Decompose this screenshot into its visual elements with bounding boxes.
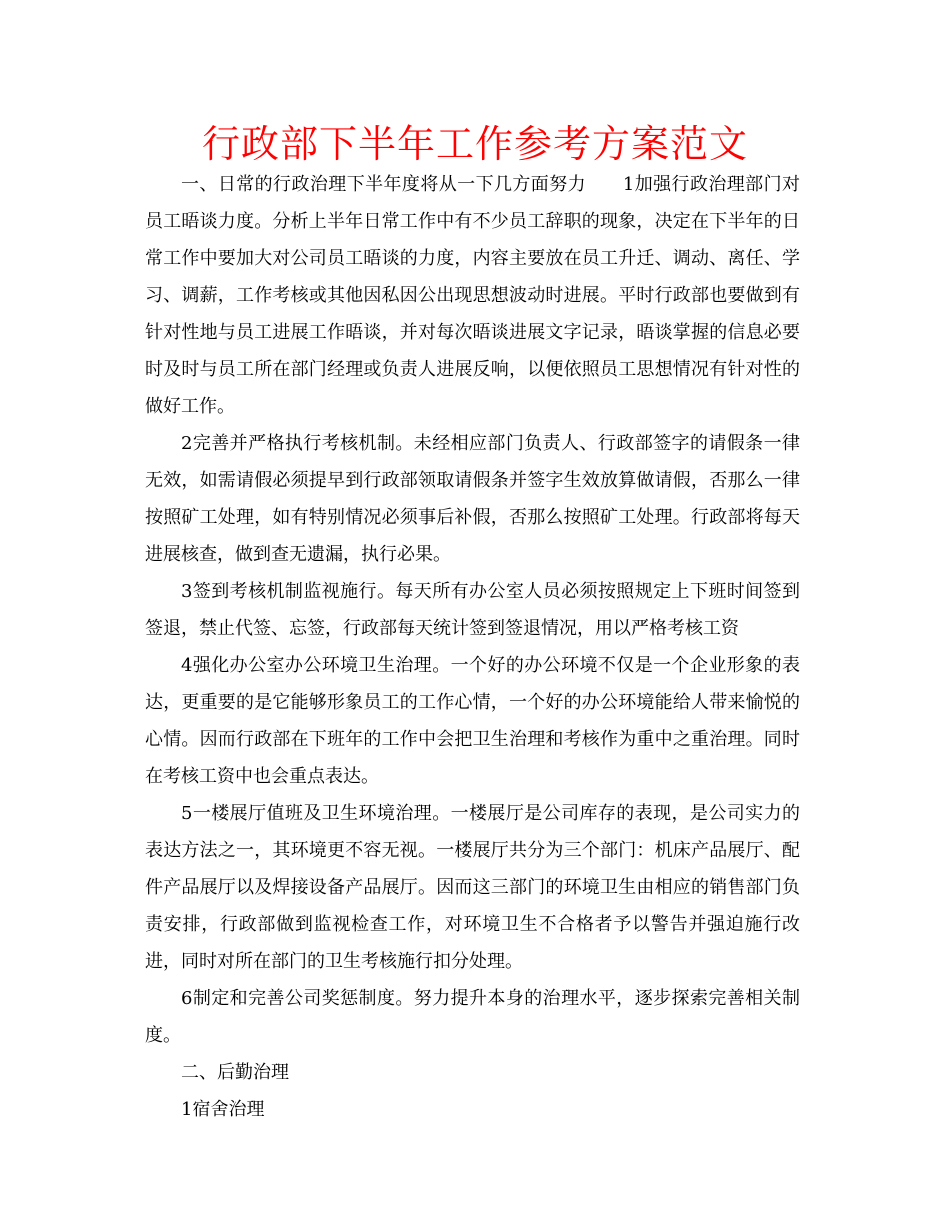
subsection-heading: 1宿舍治理 xyxy=(181,1099,265,1120)
paragraph: 一、日常的行政治理下半年度将从一下几方面努力 1加强行政治理部门对员工晤谈力度。分析上半年日常工作中有不少员工辞职的现象，决定在下半年的日常工作中要加大对公司员工晤谈的力度，内容主要放在员工升迁、调动、离任、学习、调薪，工作考核或其他因私因公出现思想波动时进展。平时行政部也要做到有针对性地与员工进展工作晤谈，并对每次晤谈进展文字记录，晤谈掌握的信息必要时及时与员工所在部门经理或负责人进展反响，以便依照员工思想情况有针对性的做好工作。 xyxy=(145,174,800,417)
paragraph: 2完善并严格执行考核机制。未经相应部门负责人、行政部签字的请假条一律无效，如需请假必须提早到行政部领取请假条并签字生效放算做请假，否那么一律按照矿工处理，如有特别情况必须事后补假，否那么按照矿工处理。行政部将每天进展核查，做到查无遗漏，执行必果。 xyxy=(145,433,800,565)
paragraph: 6制定和完善公司奖惩制度。努力提升本身的治理水平，逐步探索完善相关制度。 xyxy=(145,988,800,1046)
paragraph: 4强化办公室办公环境卫生治理。一个好的办公环境不仅是一个企业形象的表达，更重要的是它能够形象员工的工作心情，一个好的办公环境能给人带来愉悦的心情。因而行政部在下班年的工作中会把卫生治理和考核作为重中之重治理。同时在考核工资中也会重点表达。 xyxy=(145,655,800,787)
document-title: 行政部下半年工作参考方案范文 xyxy=(201,122,748,166)
paragraph: 5一楼展厅值班及卫生环境治理。一楼展厅是公司库存的表现，是公司实力的表达方法之一，其环境更不容无视。一楼展厅共分为三个部门：机床产品展厅、配件产品展厅以及焊接设备产品展厅。因而这三部门的环境卫生由相应的销售部门负责安排，行政部做到监视检查工作，对环境卫生不合格者予以警告并强迫施行改进，同时对所在部门的卫生考核施行扣分处理。 xyxy=(145,803,800,972)
paragraph: 3签到考核机制监视施行。每天所有办公室人员必须按照规定上下班时间签到签退，禁止代签、忘签，行政部每天统计签到签退情况，用以严格考核工资 xyxy=(145,581,800,639)
document-body xyxy=(145,166,800,1128)
section-heading: 二、后勤治理 xyxy=(181,1062,289,1083)
